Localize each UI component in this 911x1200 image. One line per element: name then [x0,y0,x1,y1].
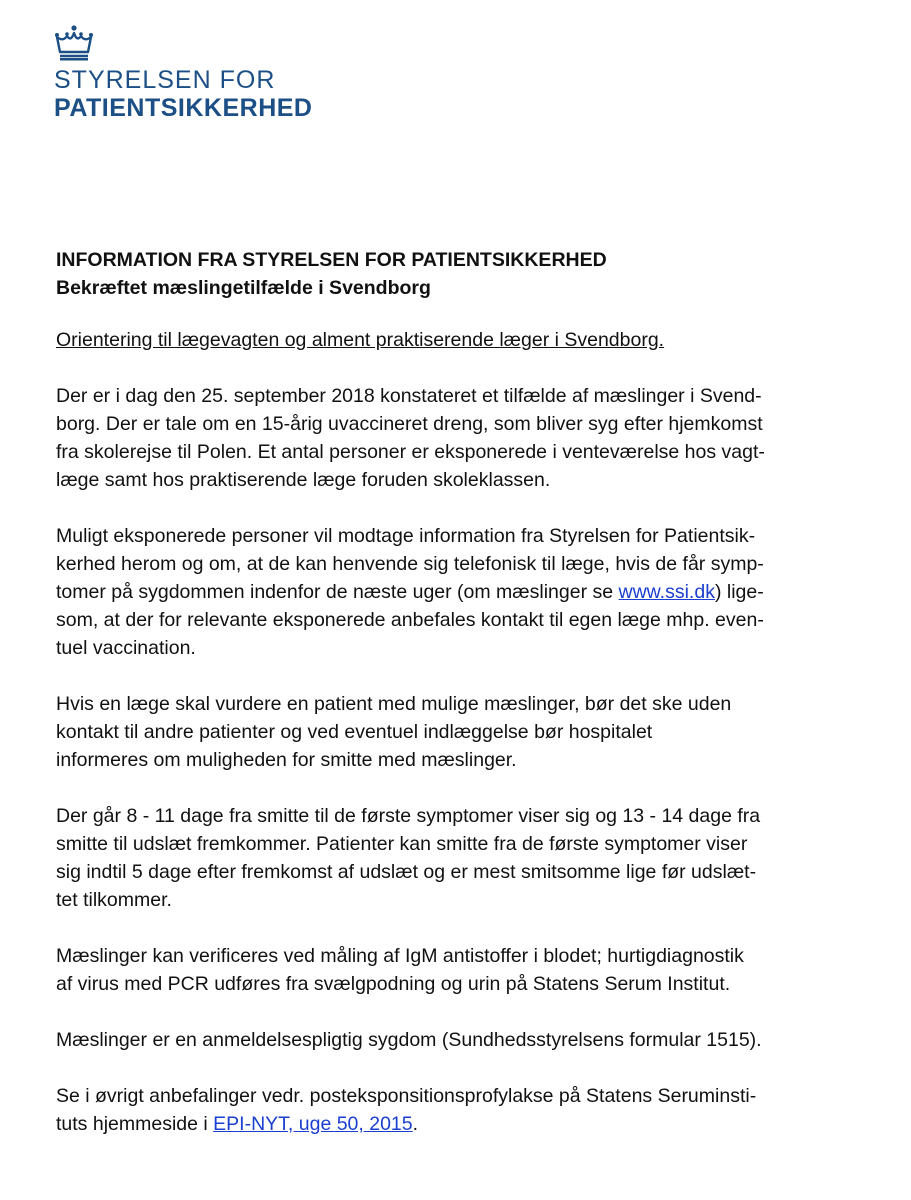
paragraph-incubation [56,802,856,914]
letter-body [56,246,856,1138]
paragraph-line: Hvis en læge skal vurdere en patient med mulige mæslinger, bør det ske uden [56,693,732,715]
logo-text-line2: PATIENTSIKKERHED [54,94,313,122]
paragraph-line [56,1110,856,1138]
paragraph-line: informeres om muligheden for smitte med mæslinger. [56,749,517,771]
paragraph-line: kerhed herom og om, at de kan henvende sig telefonisk til læge, hvis de får symp- [56,553,764,575]
paragraph-line: Se i øvrigt anbefalinger vedr. posteksponsitionsprofylakse på Statens Seruminsti- [56,1085,757,1107]
paragraph-exposed [56,522,856,662]
text-segment: ) lige- [714,581,764,603]
paragraph-line [56,578,856,606]
paragraph-line: Muligt eksponerede personer vil modtage information fra Styrelsen for Patientsik- [56,525,756,547]
paragraph-line: læge samt hos praktiserende læge foruden skoleklassen. [56,469,551,491]
logo [54,24,312,122]
text-segment: . [412,1113,419,1135]
paragraph-verification [56,942,856,998]
orientation-line: Orientering til lægevagten og alment praktiserende læger i Svendborg. [56,329,665,351]
paragraph-line: Der er i dag den 25. september 2018 konstateret et tilfælde af mæslinger i Svend- [56,385,762,407]
paragraph-assessment [56,690,856,774]
paragraph-recommendations [56,1082,856,1138]
document-subtitle: Bekræftet mæslingetilfælde i Svendborg [56,277,431,299]
paragraph-line: fra skolerejse til Polen. Et antal personer er eksponerede i venteværelse hos vagt- [56,441,765,463]
paragraph-line: Der går 8 - 11 dage fra smitte til de første symptomer viser sig og 13 - 14 dage fra [56,805,761,827]
paragraph-line: Mæslinger er en anmeldelsespligtig sygdom (Sundhedsstyrelsens formular 1515). [56,1029,762,1051]
paragraph-case [56,382,856,494]
paragraph-line: af virus med PCR udføres fra svælgpodning og urin på Statens Serum Institut. [56,973,731,995]
epi-nyt-link[interactable]: EPI-NYT, uge 50, 2015 [213,1113,413,1135]
paragraph-line: kontakt til andre patienter og ved eventuel indlæggelse bør hospitalet [56,721,653,743]
logo-text-line1: STYRELSEN FOR [54,66,276,94]
paragraph-line: tuel vaccination. [56,637,196,659]
text-segment: tuts hjemmeside i [56,1113,214,1135]
paragraph-line: borg. Der er tale om en 15-årig uvaccineret dreng, som bliver syg efter hjemkomst [56,413,763,435]
crown-icon [54,24,94,62]
paragraph-line: tet tilkommer. [56,889,172,911]
text-segment: tomer på sygdommen indenfor de næste uger (om mæslinger se [56,581,619,603]
paragraph-notifiable [56,1026,856,1054]
ssi-link[interactable]: www.ssi.dk [618,581,715,603]
paragraph-line: smitte til udslæt fremkommer. Patienter kan smitte fra de første symptomer viser [56,833,748,855]
document-title: INFORMATION FRA STYRELSEN FOR PATIENTSIKKERHED [56,249,607,271]
paragraph-line: sig indtil 5 dage efter fremkomst af udslæt og er mest smitsomme lige før udslæt- [56,861,757,883]
paragraph-line: Mæslinger kan verificeres ved måling af IgM antistoffer i blodet; hurtigdiagnostik [56,945,744,967]
paragraph-line: som, at der for relevante eksponerede anbefales kontakt til egen læge mhp. even- [56,609,764,631]
